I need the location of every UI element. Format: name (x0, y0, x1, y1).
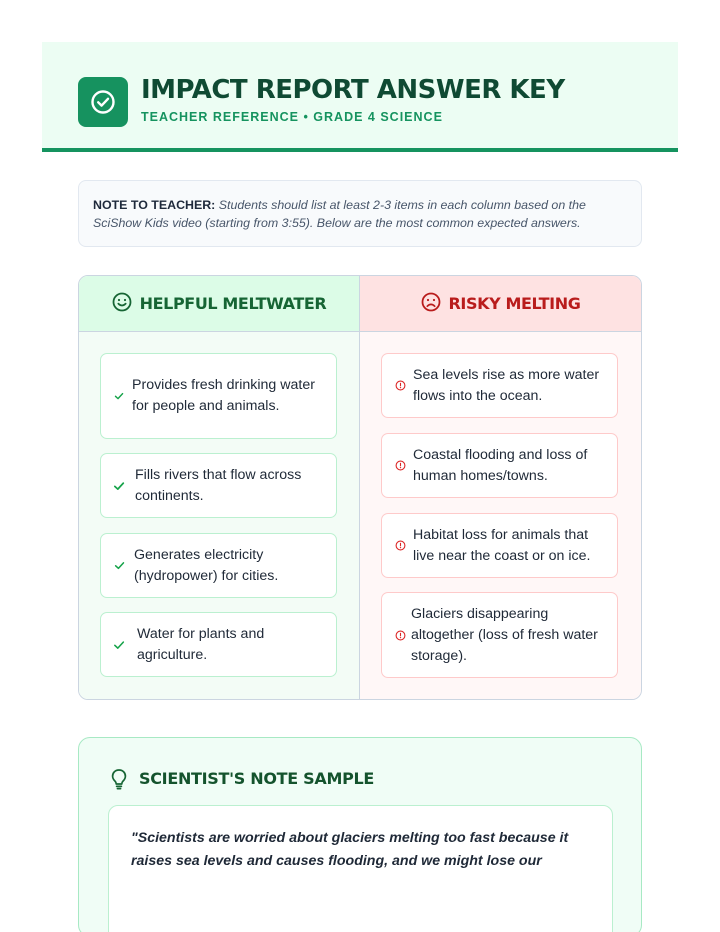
check-icon (113, 560, 125, 572)
risky-column (360, 276, 641, 699)
teacher-note (78, 180, 642, 247)
impact-columns (78, 275, 642, 700)
helpful-item-text: Generates electricity (hydropower) for cities. (134, 546, 279, 584)
helpful-item (100, 612, 337, 677)
helpful-title: HELPFUL MELTWATER (139, 294, 327, 313)
risky-title: RISKY MELTING (448, 294, 581, 313)
helpful-item-text: Provides fresh drinking water for people and animals. (132, 377, 315, 414)
helpful-header (79, 276, 359, 332)
risky-item (381, 433, 618, 498)
risky-item-text: Habitat loss for animals that live near the coast or on ice. (413, 526, 591, 564)
page-subtitle: TEACHER REFERENCE • GRADE 4 SCIENCE (141, 110, 443, 124)
risky-item-text: Coastal flooding and loss of human homes/towns. (413, 446, 588, 484)
risky-item (381, 513, 618, 578)
check-circle-icon (78, 77, 128, 127)
scientist-note-sample (108, 805, 613, 932)
smile-icon (112, 292, 132, 316)
scientist-note-section (78, 737, 642, 932)
report-header (42, 42, 678, 152)
risky-header (360, 276, 641, 332)
helpful-item (100, 353, 337, 439)
alert-circle-icon (394, 460, 406, 472)
lightbulb-icon (110, 768, 128, 790)
check-icon (113, 390, 125, 402)
page-title: IMPACT REPORT ANSWER KEY (141, 75, 565, 105)
check-icon (113, 480, 125, 492)
check-icon (113, 639, 125, 651)
teacher-note-label: NOTE TO TEACHER: (93, 198, 216, 212)
helpful-item-text: Water for plants and agriculture. (137, 625, 265, 663)
helpful-column (79, 276, 360, 699)
alert-circle-icon (394, 629, 406, 641)
helpful-item (100, 533, 337, 598)
teacher-note-text: Students should list at least 2-3 items in each column based on the SciShow Kids video (starting from 3:55). Below are the most common expected answers. (93, 198, 586, 230)
alert-circle-icon (394, 540, 406, 552)
scientist-note-sample-text: "Scientists are worried about glaciers melting too fast because it raises sea levels and causes flooding, and we might lose our (131, 830, 569, 869)
risky-item-text: Glaciers disappearing altogether (loss of fresh water storage). (411, 605, 598, 664)
risky-item (381, 353, 618, 418)
helpful-item-text: Fills rivers that flow across continents. (135, 466, 302, 504)
risky-item (381, 592, 618, 678)
scientist-note-title: SCIENTIST'S NOTE SAMPLE (139, 769, 375, 788)
alert-circle-icon (394, 380, 406, 392)
helpful-item (100, 453, 337, 518)
frown-icon (421, 292, 441, 316)
risky-item-text: Sea levels rise as more water flows into the ocean. (413, 366, 600, 404)
